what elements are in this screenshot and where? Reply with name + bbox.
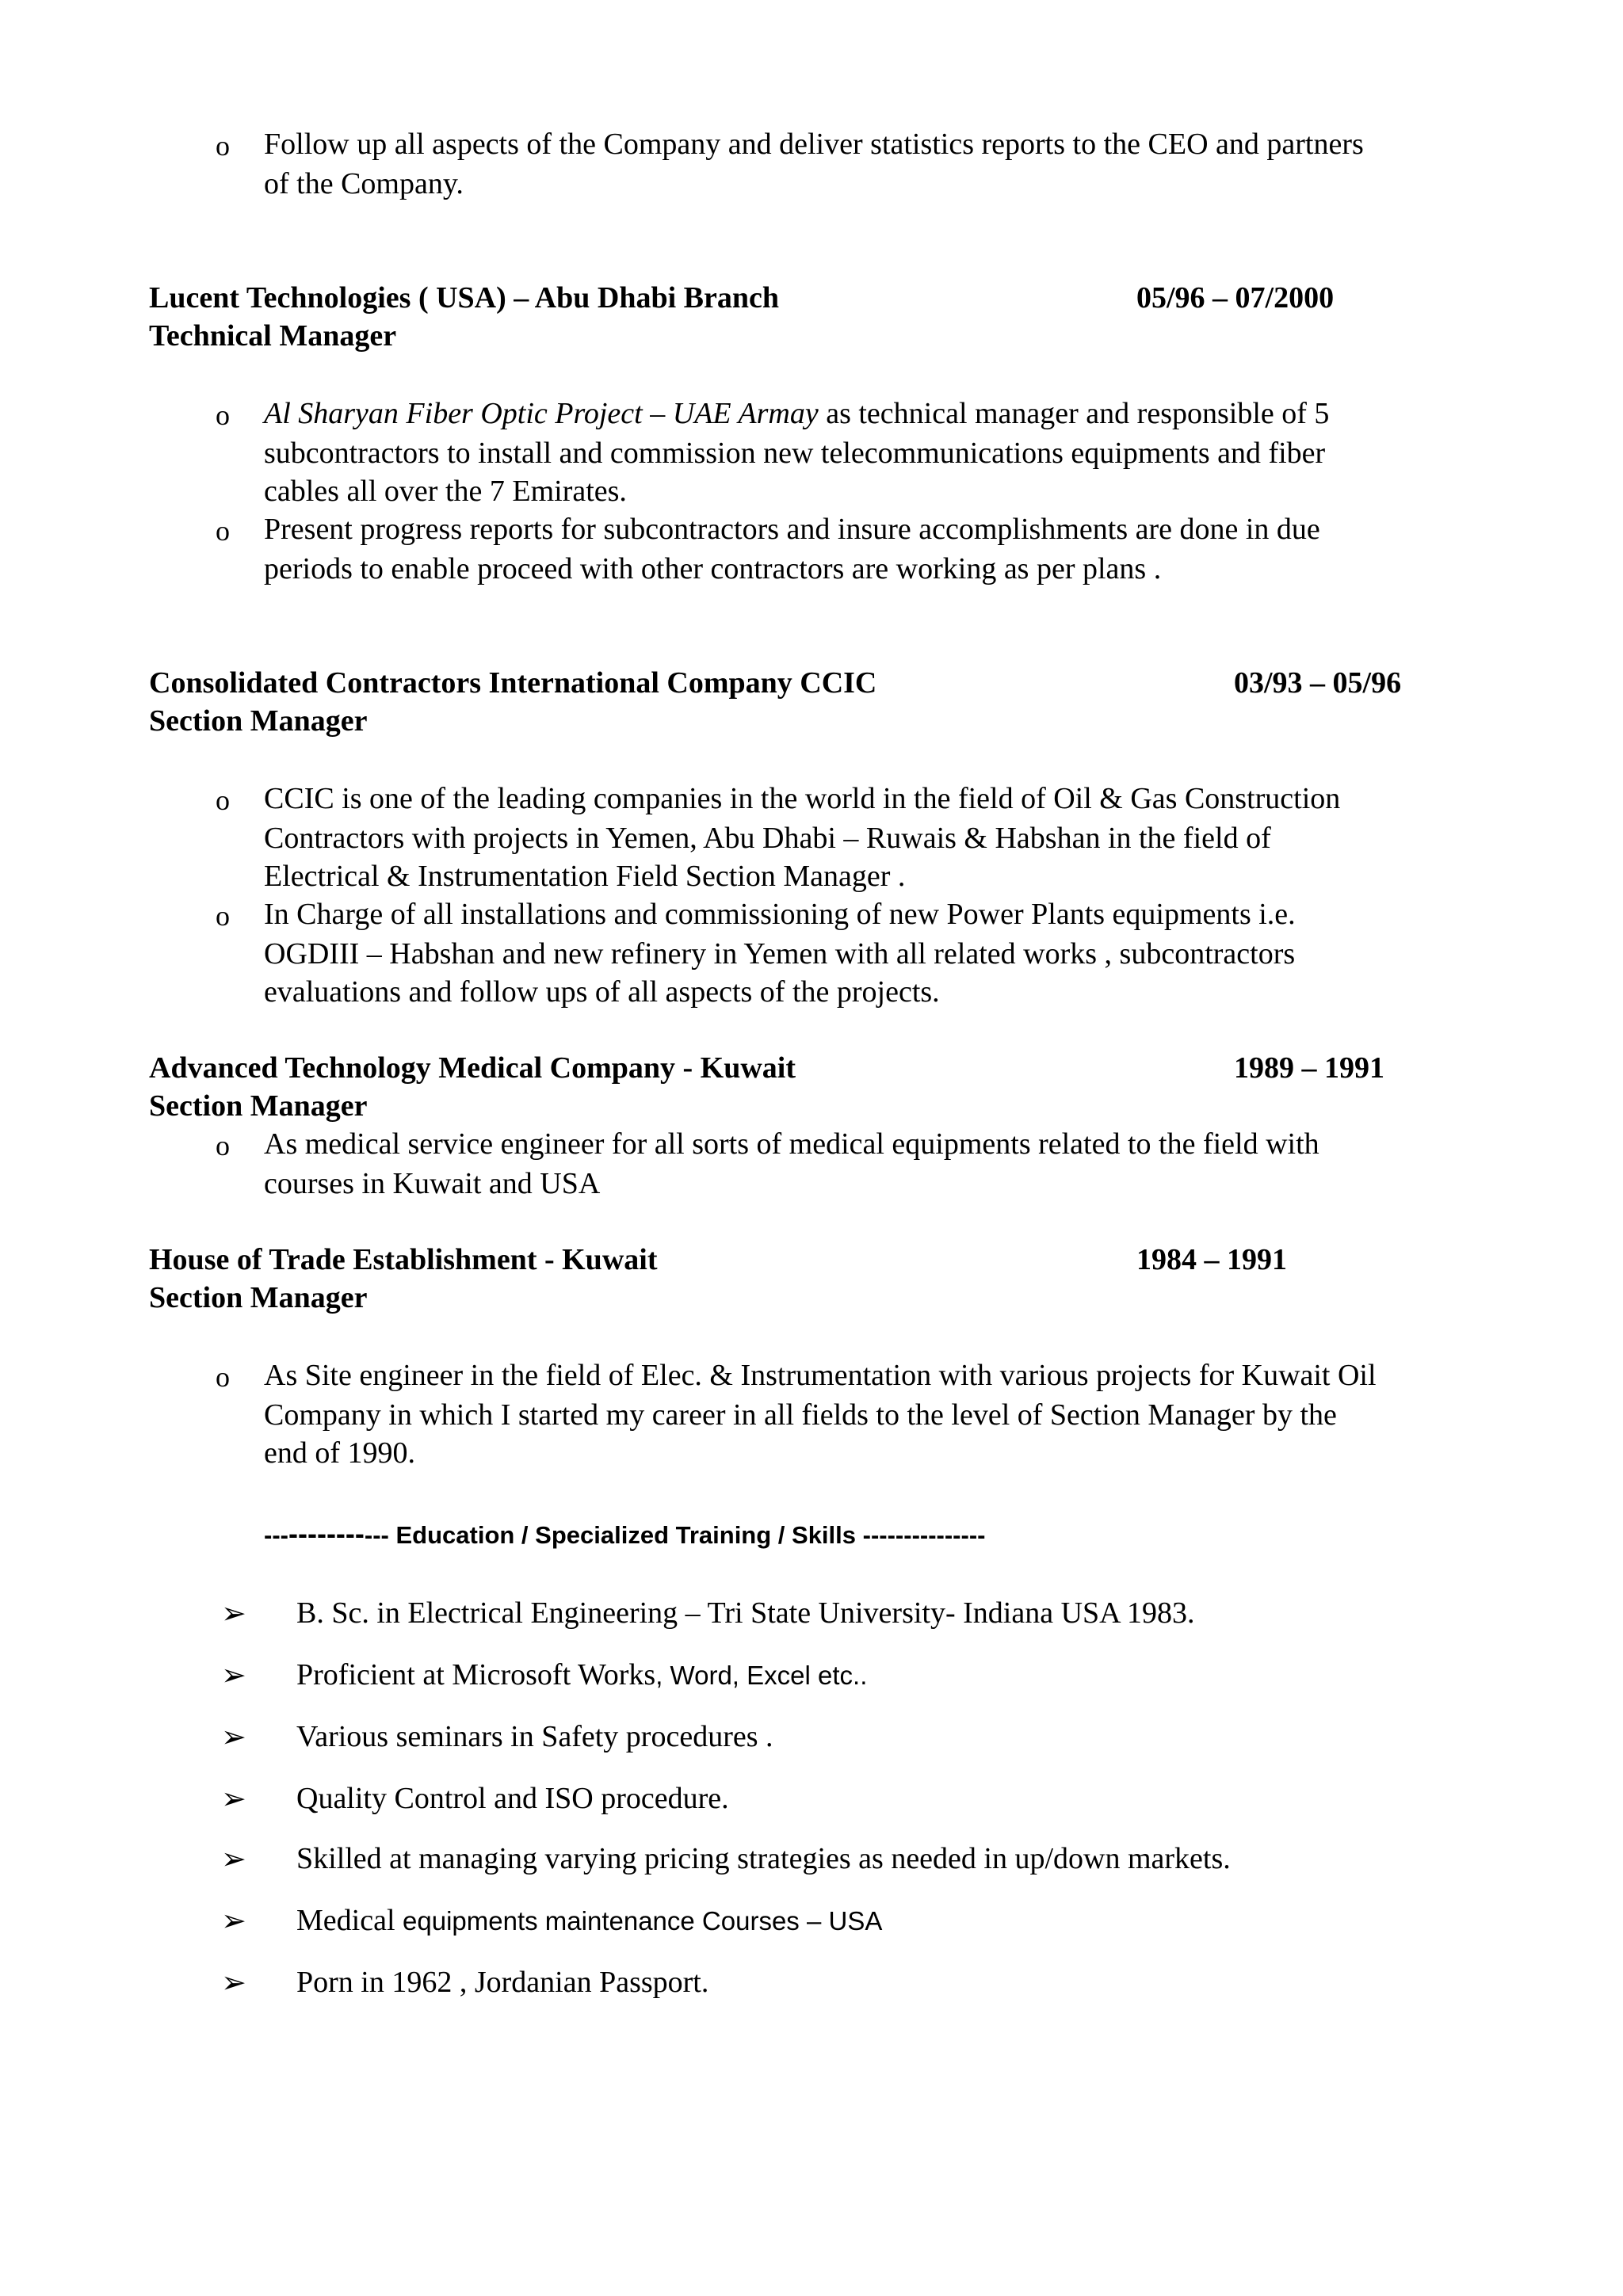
bullet-marker: o — [216, 399, 230, 431]
bullet-text-line: periods to enable proceed with other contractors are working as per plans . — [264, 552, 1162, 585]
job-company: House of Trade Establishment - Kuwait — [149, 1243, 658, 1276]
job-title: Technical Manager — [149, 319, 397, 353]
bullet-text-line: Present progress reports for subcontractors and insure accomplishments are done in due — [264, 513, 1320, 546]
list-item: Quality Control and ISO procedure. — [296, 1782, 729, 1815]
bullet-text-line: evaluations and follow ups of all aspects of the projects. — [264, 975, 940, 1009]
bullet-text-line: As Site engineer in the field of Elec. & Instrumentation with various projects for Kuwait Oil — [264, 1359, 1377, 1392]
bullet-text-line: end of 1990. — [264, 1436, 416, 1470]
arrow-bullet-icon: ➢ — [221, 1903, 246, 1938]
bullet-marker: o — [216, 130, 230, 162]
list-item: Proficient at Microsoft Works, Word, Excel etc.. — [296, 1658, 868, 1691]
job-dates: 1989 – 1991 — [1234, 1051, 1384, 1085]
bullet-marker: o — [216, 900, 230, 932]
arrow-bullet-icon: ➢ — [221, 1965, 246, 2000]
job-title: Section Manager — [149, 1281, 368, 1314]
job-dates: 05/96 – 07/2000 — [1136, 281, 1335, 315]
arrow-bullet-icon: ➢ — [221, 1719, 246, 1754]
bullet-text-line: courses in Kuwait and USA — [264, 1167, 601, 1200]
bullet-marker: o — [216, 784, 230, 816]
bullet-text-line: Follow up all aspects of the Company and deliver statistics reports to the CEO and partners — [264, 128, 1364, 161]
bullet-text-line: Company in which I started my career in all fields to the level of Section Manager by the — [264, 1398, 1337, 1432]
bullet-text-line: OGDIII – Habshan and new refinery in Yemen with all related works , subcontractors — [264, 937, 1296, 971]
job-dates: 03/93 – 05/96 — [1234, 666, 1402, 700]
arrow-bullet-icon: ➢ — [221, 1781, 246, 1816]
project-name: Al Sharyan Fiber Optic Project – UAE Armay — [264, 397, 819, 430]
bullet-text-line: Al Sharyan Fiber Optic Project – UAE Armay as technical manager and responsible of 5 — [264, 397, 1330, 430]
arrow-bullet-icon: ➢ — [221, 1657, 246, 1692]
bullet-text-line: Contractors with projects in Yemen, Abu Dhabi – Ruwais & Habshan in the field of — [264, 822, 1271, 855]
job-dates: 1984 – 1991 — [1136, 1243, 1287, 1276]
education-heading: -------------- Education / Specialized Training / Skills --------------- — [264, 1517, 986, 1550]
bullet-text-line: subcontractors to install and commission new telecommunications equipments and fiber — [264, 437, 1326, 470]
bullet-marker: o — [216, 1130, 230, 1161]
bullet-text-line: In Charge of all installations and commissioning of new Power Plants equipments i.e. — [264, 898, 1296, 931]
job-title: Section Manager — [149, 1089, 368, 1123]
list-item: Various seminars in Safety procedures . — [296, 1720, 773, 1753]
arrow-bullet-icon: ➢ — [221, 1596, 246, 1630]
job-company: Advanced Technology Medical Company - Kuwait — [149, 1051, 796, 1085]
list-item: Medical equipments maintenance Courses – USA — [296, 1904, 883, 1937]
job-title: Section Manager — [149, 704, 368, 738]
bullet-text-line: Electrical & Instrumentation Field Section Manager . — [264, 860, 906, 893]
list-item: B. Sc. in Electrical Engineering – Tri State University- Indiana USA 1983. — [296, 1596, 1195, 1630]
bullet-text-line: As medical service engineer for all sorts of medical equipments related to the field with — [264, 1127, 1319, 1161]
bullet-text-line: cables all over the 7 Emirates. — [264, 475, 627, 508]
bullet-marker: o — [216, 515, 230, 547]
job-company: Consolidated Contractors International Company CCIC — [149, 666, 877, 700]
bullet-text-line: of the Company. — [264, 167, 464, 200]
list-item: Porn in 1962 , Jordanian Passport. — [296, 1966, 709, 1999]
list-item: Skilled at managing varying pricing strategies as needed in up/down markets. — [296, 1842, 1231, 1875]
job-company: Lucent Technologies ( USA) – Abu Dhabi Branch — [149, 281, 779, 315]
bullet-marker: o — [216, 1361, 230, 1393]
arrow-bullet-icon: ➢ — [221, 1841, 246, 1876]
bullet-text-line: CCIC is one of the leading companies in the world in the field of Oil & Gas Construction — [264, 782, 1341, 815]
